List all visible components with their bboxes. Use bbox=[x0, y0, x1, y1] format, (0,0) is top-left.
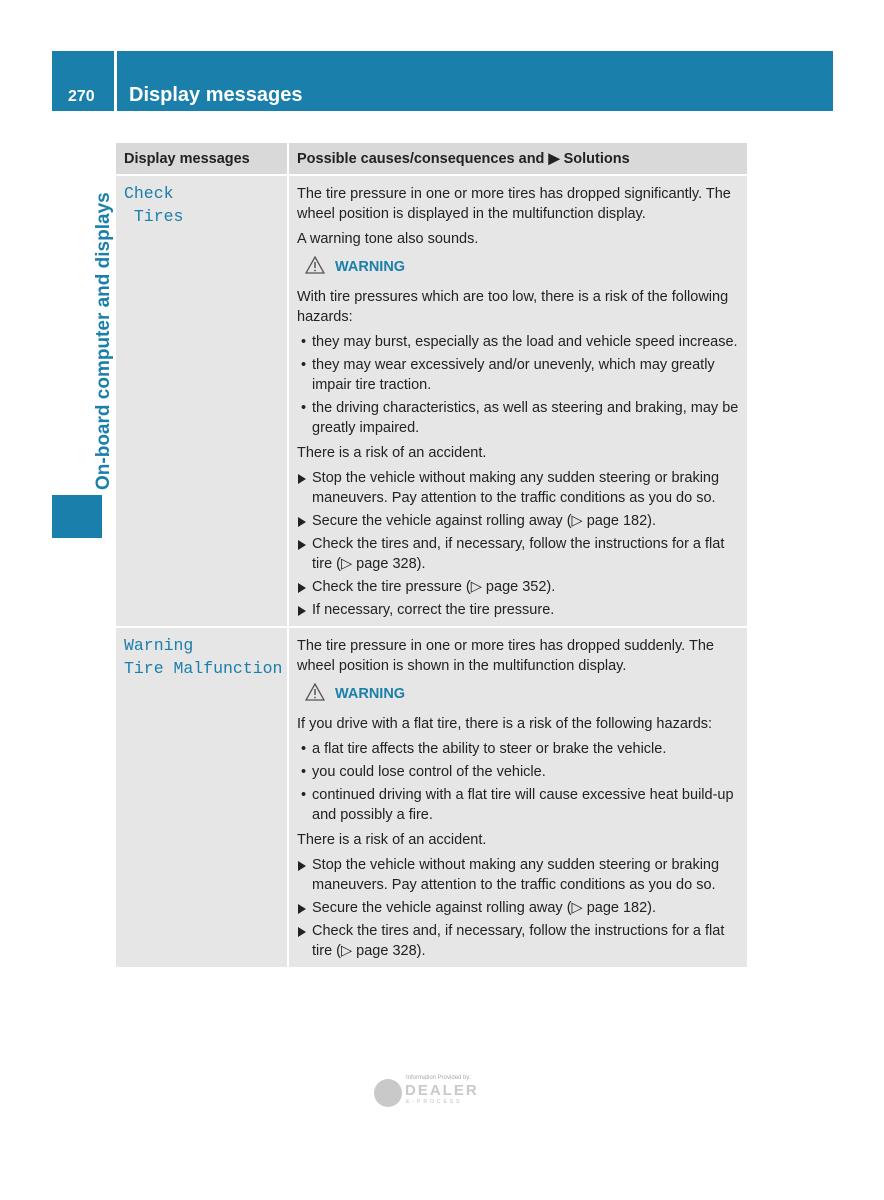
hazard-bullet: • you could lose control of the vehicle. bbox=[297, 762, 741, 782]
action-text: If necessary, correct the tire pressure. bbox=[312, 602, 555, 618]
hazard-bullet: • they may burst, especially as the load and vehicle speed increase. bbox=[297, 332, 741, 352]
action-arrow-icon bbox=[298, 540, 306, 550]
hazard-bullet: • they may wear excessively and/or unevenly, which may greatly impair tire traction. bbox=[297, 355, 741, 395]
action-step bbox=[297, 600, 741, 620]
action-step bbox=[297, 577, 741, 597]
page-number: 270 bbox=[68, 88, 95, 105]
action-step bbox=[297, 921, 741, 961]
column-header-messages: Display messages bbox=[116, 143, 288, 175]
action-text: Secure the vehicle against rolling away (▷ page 182). bbox=[312, 513, 657, 529]
intro-paragraph: The tire pressure in one or more tires has dropped significantly. The wheel position is displayed in the multifunction display. bbox=[297, 186, 731, 222]
warning-heading bbox=[305, 256, 741, 278]
display-message-text: Check Tires bbox=[124, 184, 184, 226]
action-step bbox=[297, 468, 741, 508]
logo-emblem-icon bbox=[374, 1079, 402, 1107]
causes-cell bbox=[288, 627, 747, 967]
action-arrow-icon bbox=[298, 517, 306, 527]
action-step bbox=[297, 855, 741, 895]
action-text: Check the tires and, if necessary, follow the instructions for a flat tire (▷ page 328). bbox=[312, 536, 725, 572]
action-step bbox=[297, 534, 741, 574]
action-arrow-icon bbox=[298, 474, 306, 484]
action-arrow-icon bbox=[298, 583, 306, 593]
risk-text: There is a risk of an accident. bbox=[297, 445, 487, 461]
action-step bbox=[297, 898, 741, 918]
risk-text: There is a risk of an accident. bbox=[297, 832, 487, 848]
intro-paragraph: The tire pressure in one or more tires has dropped suddenly. The wheel position is shown in the multifunction display. bbox=[297, 638, 714, 674]
action-arrow-icon bbox=[298, 861, 306, 871]
warning-triangle-icon bbox=[305, 256, 325, 278]
action-arrow-icon bbox=[298, 606, 306, 616]
dealer-logo bbox=[372, 1073, 504, 1113]
warning-text: If you drive with a flat tire, there is a risk of the following hazards: bbox=[297, 716, 713, 732]
table-header-row bbox=[116, 143, 747, 175]
warning-triangle-icon bbox=[305, 683, 325, 705]
column-header-causes: Possible causes/consequences and ▶ Solutions bbox=[288, 143, 747, 175]
header-divider bbox=[114, 51, 117, 111]
warning-label: WARNING bbox=[335, 686, 406, 702]
message-cell bbox=[116, 175, 288, 627]
action-text: Check the tire pressure (▷ page 352). bbox=[312, 579, 556, 595]
warning-label: WARNING bbox=[335, 259, 406, 275]
action-text: Stop the vehicle without making any sudden steering or braking maneuvers. Pay attention to the traffic conditions as you do so. bbox=[312, 470, 720, 506]
intro-paragraph: A warning tone also sounds. bbox=[297, 231, 479, 247]
action-arrow-icon bbox=[298, 904, 306, 914]
hazard-bullet: • a flat tire affects the ability to steer or brake the vehicle. bbox=[297, 739, 741, 759]
logo-caption: Information Provided by: bbox=[406, 1075, 472, 1081]
causes-cell bbox=[288, 175, 747, 627]
table-row bbox=[116, 175, 747, 627]
table-row bbox=[116, 627, 747, 967]
hazard-bullet: • the driving characteristics, as well as steering and braking, may be greatly impaired. bbox=[297, 398, 741, 438]
message-cell bbox=[116, 627, 288, 967]
action-text: Stop the vehicle without making any sudden steering or braking maneuvers. Pay attention to the traffic conditions as you do so. bbox=[312, 857, 720, 893]
action-step bbox=[297, 511, 741, 531]
action-text: Secure the vehicle against rolling away (▷ page 182). bbox=[312, 900, 657, 916]
warning-text: With tire pressures which are too low, there is a risk of the following hazards: bbox=[297, 289, 729, 325]
logo-subtitle: E-PROCESS bbox=[406, 1099, 463, 1105]
side-tab-label: On-board computer and displays bbox=[93, 192, 114, 490]
action-text: Check the tires and, if necessary, follow the instructions for a flat tire (▷ page 328). bbox=[312, 923, 725, 959]
display-message-text: Warning Tire Malfunction bbox=[124, 636, 283, 678]
section-title: Display messages bbox=[129, 84, 303, 106]
warning-heading bbox=[305, 683, 741, 705]
display-messages-table bbox=[116, 143, 747, 967]
hazard-bullet: • continued driving with a flat tire will cause excessive heat build-up and possibly a fire. bbox=[297, 785, 741, 825]
action-arrow-icon bbox=[298, 927, 306, 937]
logo-wordmark: DEALER bbox=[405, 1082, 479, 1099]
